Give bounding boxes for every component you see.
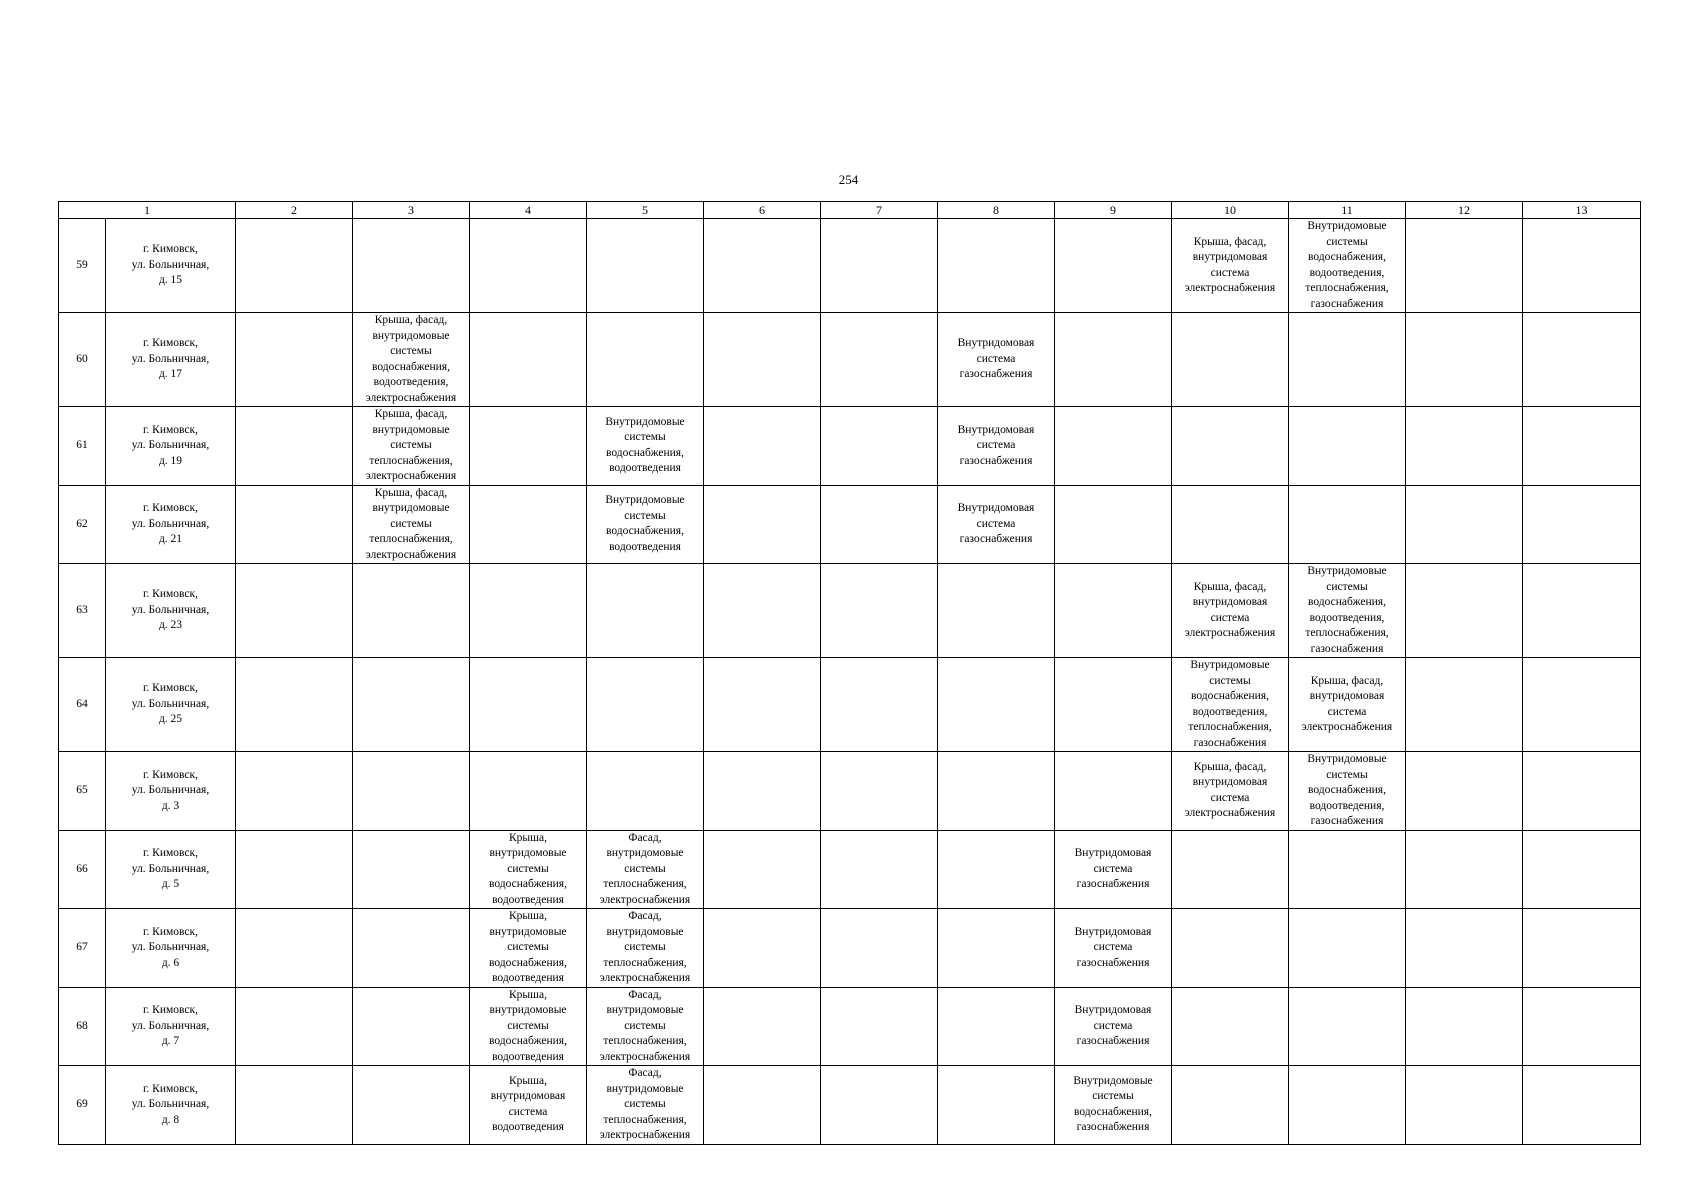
work-cell: Внутридомовые системы водоснабжения, водоотведения, теплоснабжения, газоснабжения	[1289, 564, 1406, 658]
work-cell	[1406, 1066, 1523, 1145]
work-cell	[704, 658, 821, 752]
work-cell	[470, 313, 587, 407]
work-cell	[1406, 407, 1523, 486]
work-cell	[704, 313, 821, 407]
work-cell: Фасад, внутридомовые системы теплоснабжения, электроснабжения	[587, 1066, 704, 1145]
work-cell	[236, 564, 353, 658]
work-cell	[1406, 564, 1523, 658]
work-cell: Крыша, фасад, внутридомовая система электроснабжения	[1172, 219, 1289, 313]
row-number: 59	[59, 219, 106, 313]
column-header: 4	[470, 202, 587, 219]
work-cell	[353, 1066, 470, 1145]
work-cell	[470, 564, 587, 658]
work-cell	[1406, 752, 1523, 831]
address-cell: г. Кимовск, ул. Больничная, д. 6	[106, 909, 236, 988]
column-header: 12	[1406, 202, 1523, 219]
work-cell	[236, 658, 353, 752]
work-cell: Внутридомовая система газоснабжения	[1055, 830, 1172, 909]
column-header: 8	[938, 202, 1055, 219]
table-row	[59, 658, 1641, 752]
work-cell	[938, 752, 1055, 831]
work-cell	[821, 752, 938, 831]
work-cell	[704, 485, 821, 564]
address-cell: г. Кимовск, ул. Больничная, д. 5	[106, 830, 236, 909]
work-cell	[1523, 830, 1641, 909]
work-cell	[1523, 1066, 1641, 1145]
work-cell	[938, 1066, 1055, 1145]
work-cell	[1172, 830, 1289, 909]
work-cell	[1406, 219, 1523, 313]
work-cell	[1406, 987, 1523, 1066]
work-cell: Фасад, внутридомовые системы теплоснабжения, электроснабжения	[587, 830, 704, 909]
work-cell: Крыша, фасад, внутридомовые системы водоснабжения, водоотведения, электроснабжения	[353, 313, 470, 407]
work-cell: Крыша, фасад, внутридомовая система электроснабжения	[1289, 658, 1406, 752]
work-cell	[353, 909, 470, 988]
work-cell	[1406, 313, 1523, 407]
address-cell: г. Кимовск, ул. Больничная, д. 17	[106, 313, 236, 407]
column-header: 13	[1523, 202, 1641, 219]
row-number: 61	[59, 407, 106, 486]
work-cell: Внутридомовая система газоснабжения	[1055, 909, 1172, 988]
work-cell	[353, 830, 470, 909]
work-cell: Внутридомовые системы водоснабжения, водоотведения, теплоснабжения, газоснабжения	[1289, 219, 1406, 313]
work-cell	[1523, 752, 1641, 831]
work-cell	[587, 219, 704, 313]
work-cell: Внутридомовые системы водоснабжения, водоотведения, газоснабжения	[1289, 752, 1406, 831]
work-cell	[1289, 830, 1406, 909]
work-cell	[938, 909, 1055, 988]
column-header: 9	[1055, 202, 1172, 219]
work-cell	[1523, 407, 1641, 486]
work-cell	[938, 564, 1055, 658]
table-row	[59, 407, 1641, 486]
work-cell: Крыша, внутридомовые системы водоснабжения, водоотведения	[470, 909, 587, 988]
row-number: 67	[59, 909, 106, 988]
column-header: 5	[587, 202, 704, 219]
work-cell: Крыша, фасад, внутридомовые системы теплоснабжения, электроснабжения	[353, 485, 470, 564]
row-number: 69	[59, 1066, 106, 1145]
row-number: 63	[59, 564, 106, 658]
work-cell	[236, 485, 353, 564]
row-number: 60	[59, 313, 106, 407]
work-cell	[1055, 485, 1172, 564]
work-cell	[1172, 485, 1289, 564]
work-cell	[704, 909, 821, 988]
work-cell	[1055, 752, 1172, 831]
work-cell	[938, 987, 1055, 1066]
work-cell	[821, 407, 938, 486]
work-cell	[236, 830, 353, 909]
address-cell: г. Кимовск, ул. Больничная, д. 21	[106, 485, 236, 564]
work-cell	[236, 1066, 353, 1145]
work-cell	[704, 564, 821, 658]
work-cell: Крыша, фасад, внутридомовая система электроснабжения	[1172, 752, 1289, 831]
table-row	[59, 909, 1641, 988]
work-cell	[704, 830, 821, 909]
work-cell	[1523, 485, 1641, 564]
work-cell	[236, 407, 353, 486]
work-cell	[1289, 909, 1406, 988]
address-cell: г. Кимовск, ул. Больничная, д. 15	[106, 219, 236, 313]
work-cell	[704, 987, 821, 1066]
work-cell: Фасад, внутридомовые системы теплоснабжения, электроснабжения	[587, 987, 704, 1066]
work-cell	[821, 830, 938, 909]
work-cell	[587, 313, 704, 407]
work-cell	[1523, 909, 1641, 988]
work-cell	[821, 987, 938, 1066]
row-number: 66	[59, 830, 106, 909]
table-row	[59, 564, 1641, 658]
work-cell	[1289, 987, 1406, 1066]
table-row	[59, 752, 1641, 831]
work-cell: Фасад, внутридомовые системы теплоснабжения, электроснабжения	[587, 909, 704, 988]
table-row	[59, 219, 1641, 313]
work-cell	[470, 219, 587, 313]
work-cell	[236, 219, 353, 313]
table-row	[59, 830, 1641, 909]
address-cell: г. Кимовск, ул. Больничная, д. 25	[106, 658, 236, 752]
work-cell	[821, 485, 938, 564]
work-cell	[938, 830, 1055, 909]
column-header: 1	[59, 202, 236, 219]
column-header: 11	[1289, 202, 1406, 219]
work-cell	[353, 752, 470, 831]
work-cell	[1289, 313, 1406, 407]
table-row	[59, 1066, 1641, 1145]
table-row	[59, 313, 1641, 407]
work-cell	[1172, 407, 1289, 486]
work-cell	[821, 658, 938, 752]
row-number: 64	[59, 658, 106, 752]
work-cell	[1406, 658, 1523, 752]
address-cell: г. Кимовск, ул. Больничная, д. 8	[106, 1066, 236, 1145]
work-cell	[353, 219, 470, 313]
work-cell	[704, 752, 821, 831]
address-cell: г. Кимовск, ул. Больничная, д. 23	[106, 564, 236, 658]
work-cell	[1055, 658, 1172, 752]
work-cell: Внутридомовые системы водоснабжения, водоотведения	[587, 407, 704, 486]
work-cell	[1172, 987, 1289, 1066]
work-cell	[587, 658, 704, 752]
work-cell	[1055, 407, 1172, 486]
work-cell	[704, 219, 821, 313]
work-cell	[1055, 564, 1172, 658]
work-cell	[236, 752, 353, 831]
repair-schedule-table	[58, 201, 1641, 1145]
work-cell	[470, 407, 587, 486]
work-cell: Внутридомовые системы водоснабжения, водоотведения, теплоснабжения, газоснабжения	[1172, 658, 1289, 752]
work-cell	[1172, 1066, 1289, 1145]
work-cell	[470, 658, 587, 752]
work-cell: Внутридомовая система газоснабжения	[1055, 987, 1172, 1066]
work-cell	[353, 658, 470, 752]
row-number: 65	[59, 752, 106, 831]
work-cell	[236, 909, 353, 988]
work-cell: Внутридомовые системы водоснабжения, газоснабжения	[1055, 1066, 1172, 1145]
work-cell	[1523, 313, 1641, 407]
work-cell: Внутридомовая система газоснабжения	[938, 407, 1055, 486]
work-cell	[938, 219, 1055, 313]
work-cell	[1523, 564, 1641, 658]
work-cell	[704, 1066, 821, 1145]
work-cell	[1289, 485, 1406, 564]
work-cell	[587, 564, 704, 658]
column-header: 2	[236, 202, 353, 219]
column-header: 7	[821, 202, 938, 219]
address-cell: г. Кимовск, ул. Больничная, д. 7	[106, 987, 236, 1066]
work-cell	[1289, 1066, 1406, 1145]
work-cell	[821, 1066, 938, 1145]
work-cell	[587, 752, 704, 831]
work-cell	[821, 909, 938, 988]
work-cell	[353, 987, 470, 1066]
column-header: 6	[704, 202, 821, 219]
work-cell	[236, 313, 353, 407]
work-cell	[821, 313, 938, 407]
work-cell	[353, 564, 470, 658]
column-header-row	[59, 202, 1641, 219]
work-cell	[1289, 407, 1406, 486]
work-cell: Крыша, внутридомовая система водоотведения	[470, 1066, 587, 1145]
work-cell	[1055, 219, 1172, 313]
work-cell	[1172, 909, 1289, 988]
work-cell	[470, 485, 587, 564]
work-cell	[236, 987, 353, 1066]
address-cell: г. Кимовск, ул. Больничная, д. 3	[106, 752, 236, 831]
work-cell: Внутридомовая система газоснабжения	[938, 485, 1055, 564]
table-row	[59, 485, 1641, 564]
work-cell	[1172, 313, 1289, 407]
work-cell	[1406, 909, 1523, 988]
table-row	[59, 987, 1641, 1066]
column-header: 3	[353, 202, 470, 219]
row-number: 62	[59, 485, 106, 564]
work-cell	[1523, 987, 1641, 1066]
work-cell: Внутридомовая система газоснабжения	[938, 313, 1055, 407]
row-number: 68	[59, 987, 106, 1066]
column-header: 10	[1172, 202, 1289, 219]
work-cell	[1406, 485, 1523, 564]
work-cell: Крыша, фасад, внутридомовая система электроснабжения	[1172, 564, 1289, 658]
work-cell	[1523, 219, 1641, 313]
work-cell	[938, 658, 1055, 752]
work-cell	[1523, 658, 1641, 752]
address-cell: г. Кимовск, ул. Больничная, д. 19	[106, 407, 236, 486]
page-number: 254	[838, 172, 859, 187]
work-cell: Внутридомовые системы водоснабжения, водоотведения	[587, 485, 704, 564]
work-cell: Крыша, фасад, внутридомовые системы теплоснабжения, электроснабжения	[353, 407, 470, 486]
work-cell	[470, 752, 587, 831]
work-cell	[821, 564, 938, 658]
work-cell: Крыша, внутридомовые системы водоснабжения, водоотведения	[470, 830, 587, 909]
work-cell	[704, 407, 821, 486]
work-cell: Крыша, внутридомовые системы водоснабжения, водоотведения	[470, 987, 587, 1066]
work-cell	[1055, 313, 1172, 407]
work-cell	[821, 219, 938, 313]
work-cell	[1406, 830, 1523, 909]
